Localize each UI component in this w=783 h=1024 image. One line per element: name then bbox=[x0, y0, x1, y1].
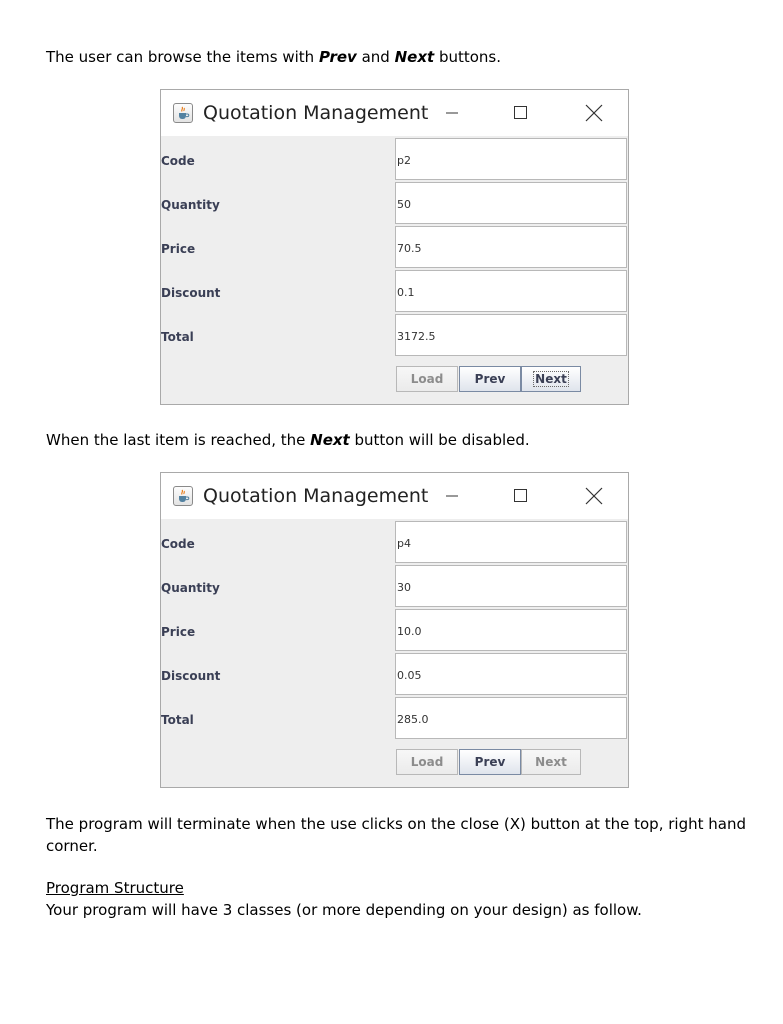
code-field[interactable] bbox=[395, 138, 627, 180]
prev-emphasis: Prev bbox=[318, 48, 357, 66]
quantity-label: Quantity bbox=[161, 198, 220, 212]
total-field[interactable] bbox=[395, 314, 627, 356]
discount-field[interactable] bbox=[395, 653, 627, 695]
minimize-icon bbox=[440, 484, 464, 508]
discount-label: Discount bbox=[161, 669, 221, 683]
code-input[interactable] bbox=[397, 535, 617, 551]
price-field[interactable] bbox=[395, 226, 627, 268]
load-button[interactable]: Load bbox=[396, 749, 458, 775]
title-bar[interactable] bbox=[161, 90, 628, 136]
load-button[interactable]: Load bbox=[396, 366, 458, 392]
program-structure-heading: Program Structure bbox=[46, 879, 184, 897]
last-item-paragraph: When the last item is reached, the Next button will be disabled. bbox=[46, 431, 530, 449]
total-input[interactable] bbox=[397, 711, 617, 727]
close-button[interactable] bbox=[571, 473, 617, 519]
discount-input[interactable] bbox=[397, 667, 617, 683]
java-cup-icon bbox=[173, 103, 193, 123]
price-field[interactable] bbox=[395, 609, 627, 651]
close-icon bbox=[582, 484, 606, 508]
quotation-window-1 bbox=[160, 89, 629, 405]
classes-paragraph: Your program will have 3 classes (or more depending on your design) as follow. bbox=[46, 901, 642, 919]
window-title: Quotation Management bbox=[203, 102, 429, 124]
minimize-button[interactable] bbox=[429, 90, 475, 136]
maximize-button[interactable] bbox=[497, 90, 543, 136]
next-button[interactable]: Next bbox=[521, 749, 581, 775]
maximize-icon bbox=[508, 101, 532, 125]
java-cup-icon bbox=[173, 486, 193, 506]
price-label: Price bbox=[161, 242, 196, 256]
minimize-icon bbox=[440, 101, 464, 125]
title-bar[interactable] bbox=[161, 473, 628, 519]
prev-button[interactable]: Prev bbox=[459, 366, 521, 392]
window-title: Quotation Management bbox=[203, 485, 429, 507]
prev-button[interactable]: Prev bbox=[459, 749, 521, 775]
intro-paragraph: The user can browse the items with Prev and Next buttons. bbox=[46, 48, 501, 66]
discount-field[interactable] bbox=[395, 270, 627, 312]
quantity-input[interactable] bbox=[397, 579, 617, 595]
discount-input[interactable] bbox=[397, 284, 617, 300]
close-button[interactable] bbox=[571, 90, 617, 136]
quantity-field[interactable] bbox=[395, 565, 627, 607]
price-input[interactable] bbox=[397, 240, 617, 256]
quantity-input[interactable] bbox=[397, 196, 617, 212]
total-label: Total bbox=[161, 330, 194, 344]
quantity-label: Quantity bbox=[161, 581, 220, 595]
maximize-icon bbox=[508, 484, 532, 508]
code-label: Code bbox=[161, 537, 195, 551]
code-label: Code bbox=[161, 154, 195, 168]
total-input[interactable] bbox=[397, 328, 617, 344]
code-input[interactable] bbox=[397, 152, 617, 168]
next-button[interactable]: Next bbox=[521, 366, 581, 392]
next-emphasis: Next bbox=[394, 48, 435, 66]
maximize-button[interactable] bbox=[497, 473, 543, 519]
discount-label: Discount bbox=[161, 286, 221, 300]
next-emphasis: Next bbox=[310, 431, 350, 449]
terminate-paragraph: The program will terminate when the use clicks on the close (X) button at the top, right hand corner. bbox=[46, 815, 746, 855]
price-label: Price bbox=[161, 625, 196, 639]
close-icon bbox=[582, 101, 606, 125]
minimize-button[interactable] bbox=[429, 473, 475, 519]
quantity-field[interactable] bbox=[395, 182, 627, 224]
code-field[interactable] bbox=[395, 521, 627, 563]
total-label: Total bbox=[161, 713, 194, 727]
price-input[interactable] bbox=[397, 623, 617, 639]
total-field[interactable] bbox=[395, 697, 627, 739]
quotation-window-2 bbox=[160, 472, 629, 788]
